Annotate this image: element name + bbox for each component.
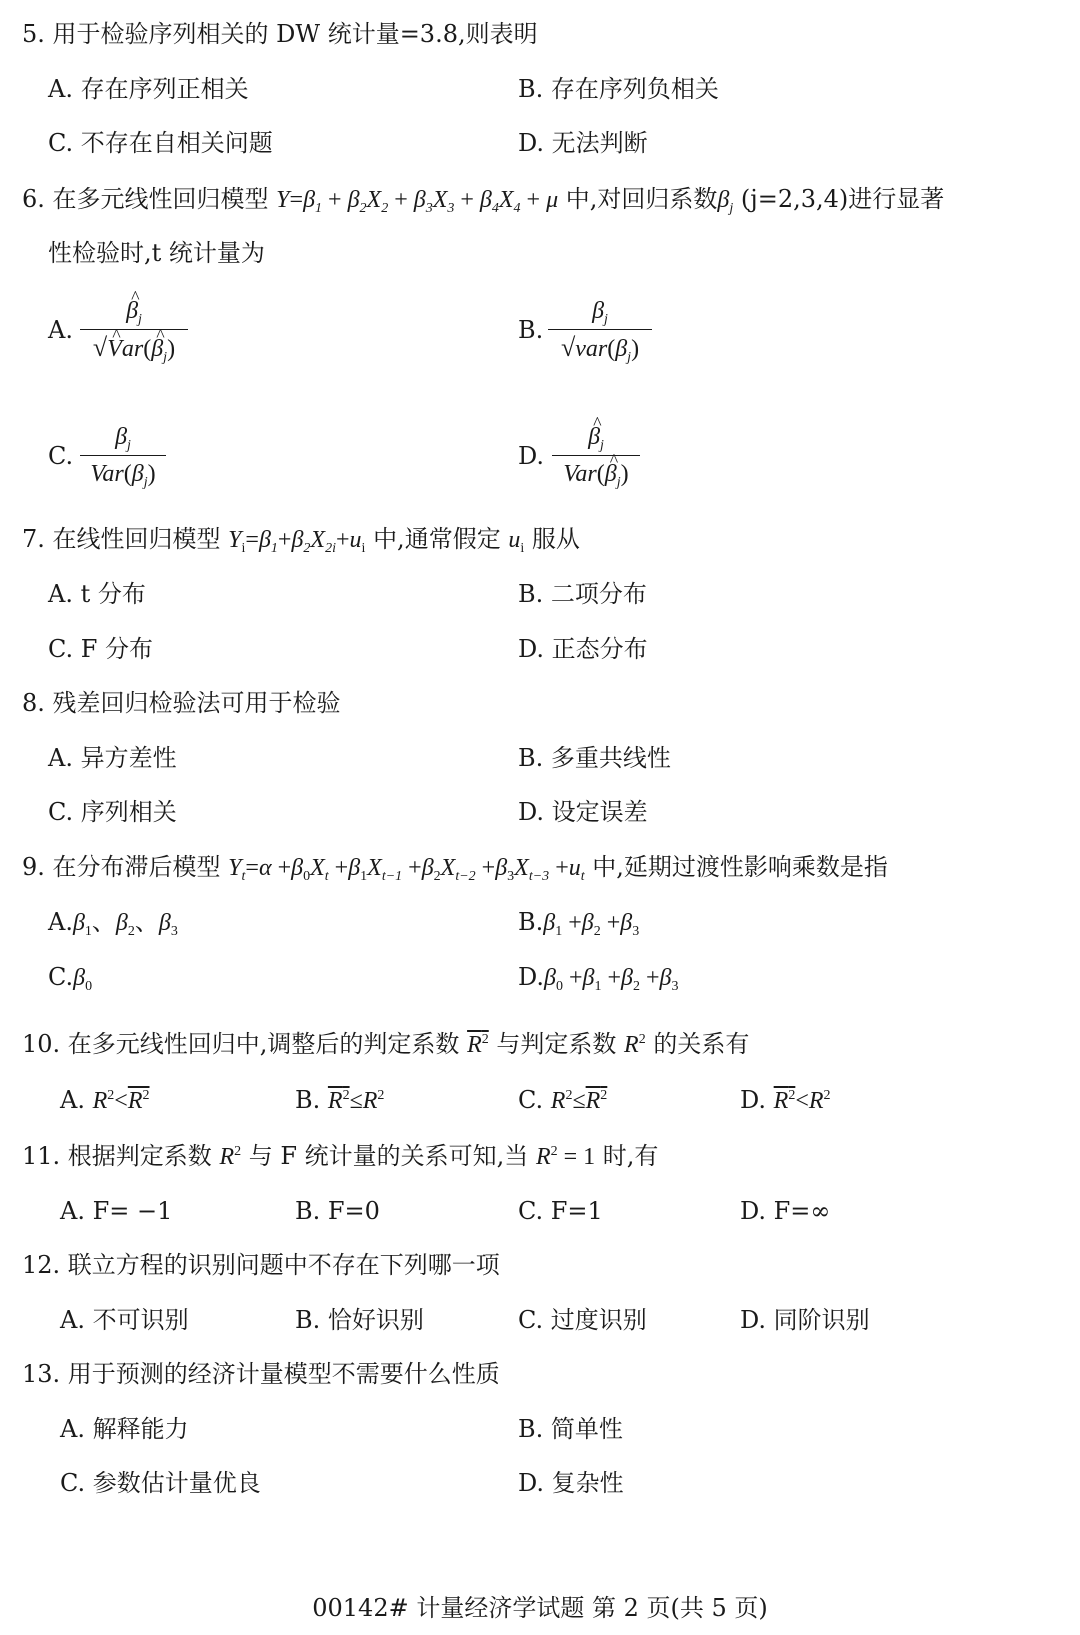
q10-option-c bbox=[518, 1084, 607, 1117]
q13-option-a: A. 解释能力 bbox=[60, 1415, 189, 1443]
q11-stem-prefix: 11. 根据判定系数 bbox=[22, 1142, 212, 1170]
q12-stem: 12. 联立方程的识别问题中不存在下列哪一项 bbox=[22, 1251, 500, 1279]
q10-option-a-label: A. bbox=[60, 1086, 85, 1114]
q7-option-d: D. 正态分布 bbox=[518, 635, 648, 663]
q11-option-b: B. F=0 bbox=[295, 1197, 380, 1225]
q13-stem: 13. 用于预测的经济计量模型不需要什么性质 bbox=[22, 1360, 500, 1388]
q13-option-b: B. 简单性 bbox=[518, 1415, 623, 1443]
q7-option-c: C. F 分布 bbox=[48, 635, 154, 663]
q11-condition: $R^2 = 1$ bbox=[535, 1144, 596, 1170]
q6-stem-suffix: (j=2,3,4)进行显著 bbox=[740, 185, 945, 213]
q6-stem bbox=[22, 183, 944, 216]
q10-stem-prefix: 10. 在多元线性回归中,调整后的判定系数 bbox=[22, 1030, 460, 1058]
q9-stem-prefix: 9. 在分布滞后模型 bbox=[22, 853, 221, 881]
q9-option-d-formula: $\beta_0 +\beta_1 +\beta_2 +\beta_3$ bbox=[544, 965, 679, 994]
q6-option-c-formula: $\beta_j$ $Var(\beta_j)$ bbox=[80, 422, 166, 489]
q11-option-d: D. F=∞ bbox=[740, 1197, 831, 1225]
q7-error-term: $u_i$ bbox=[508, 527, 525, 556]
q6-model-equation: $Y=\beta_1 + \beta_2X_2 + \beta_3X_3 + \beta_4X_4 + \mu$ bbox=[276, 187, 559, 216]
q6-option-a-formula: ^ $\beta_j$ √^ Var(^ $\beta_j$) bbox=[80, 296, 188, 364]
q10-option-d-label: D. bbox=[740, 1086, 767, 1114]
q6-option-d-formula: ^ $\beta_j$ Var(^ $\beta_j$) bbox=[552, 422, 640, 489]
q9-model-equation: $Y_t=\alpha +\beta_0X_t +\beta_1X_{t-1} +\beta_2X_{t-2} +\beta_3X_{t-3} +u_t$ bbox=[228, 855, 585, 884]
q5-stem: 5. 用于检验序列相关的 DW 统计量=3.8,则表明 bbox=[22, 20, 538, 48]
q9-option-b-formula: $\beta_1 +\beta_2 +\beta_3$ bbox=[543, 910, 640, 939]
q9-option-d-label: D. bbox=[518, 963, 545, 991]
q7-stem-prefix: 7. 在线性回归模型 bbox=[22, 525, 221, 553]
q9-option-d bbox=[518, 961, 678, 994]
q10-option-b-formula: $R^2\le R^2$ bbox=[327, 1088, 385, 1114]
q10-stem-mid: 与判定系数 bbox=[496, 1030, 617, 1058]
q6-option-c-label: C. bbox=[48, 442, 74, 470]
q13-option-d: D. 复杂性 bbox=[518, 1469, 624, 1497]
q12-option-d: D. 同阶识别 bbox=[740, 1306, 870, 1334]
q7-model-equation: $Y_i=\beta_1+\beta_2X_{2i}+u_i$ bbox=[228, 527, 366, 556]
q9-option-c-label: C. bbox=[48, 963, 74, 991]
q10-option-d-formula: $R^2<R^2$ bbox=[773, 1088, 831, 1114]
q8-option-c: C. 序列相关 bbox=[48, 798, 177, 826]
q7-stem-mid: 中,通常假定 bbox=[373, 525, 501, 553]
q7-stem-suffix: 服从 bbox=[531, 525, 580, 553]
q9-option-a-label: A. bbox=[48, 908, 73, 936]
q9-stem-suffix: 中,延期过渡性影响乘数是指 bbox=[592, 853, 888, 881]
q10-option-c-formula: $R^2\le R^2$ bbox=[550, 1088, 608, 1114]
q5-option-d: D. 无法判断 bbox=[518, 129, 648, 157]
q9-option-c-formula: $\beta_0$ bbox=[73, 965, 93, 994]
q5-option-c: C. 不存在自相关问题 bbox=[48, 129, 273, 157]
q7-option-b: B. 二项分布 bbox=[518, 580, 647, 608]
q9-option-a-formula: $\beta_1$、$\beta_2$、$\beta_3$ bbox=[72, 910, 178, 939]
q8-option-d: D. 设定误差 bbox=[518, 798, 648, 826]
q10-stem-suffix: 的关系有 bbox=[653, 1030, 750, 1058]
q12-option-c: C. 过度识别 bbox=[518, 1306, 647, 1334]
q9-option-a bbox=[48, 906, 178, 939]
q12-option-a: A. 不可识别 bbox=[60, 1306, 189, 1334]
q10-option-b-label: B. bbox=[295, 1086, 321, 1114]
q11-stem bbox=[22, 1140, 658, 1173]
q9-stem bbox=[22, 851, 888, 884]
q9-option-b-label: B. bbox=[518, 908, 544, 936]
page-footer: 00142# 计量经济学试题 第 2 页(共 5 页) bbox=[312, 1594, 768, 1622]
q8-stem: 8. 残差回归检验法可用于检验 bbox=[22, 689, 341, 717]
q7-stem bbox=[22, 523, 580, 556]
q11-r2: $R^2$ bbox=[219, 1144, 242, 1170]
q6-option-d-label: D. bbox=[518, 442, 545, 470]
q10-option-a-formula: $R^2<R^2$ bbox=[92, 1088, 150, 1114]
q10-r2: $R^2$ bbox=[624, 1032, 646, 1058]
q10-option-a bbox=[60, 1084, 150, 1117]
q6-option-a-label: A. bbox=[48, 316, 73, 344]
q11-stem-suffix: 时,有 bbox=[602, 1142, 659, 1170]
q5-option-a: A. 存在序列正相关 bbox=[48, 75, 249, 103]
q6-stem-mid: 中,对回归系数 bbox=[565, 185, 718, 213]
q10-adjusted-r2: $R^2$ bbox=[467, 1032, 489, 1058]
q6-stem-prefix: 6. 在多元线性回归模型 bbox=[22, 185, 269, 213]
q10-option-b bbox=[295, 1084, 384, 1117]
q6-beta-j: $\beta_j$ bbox=[717, 187, 734, 216]
q11-stem-mid: 与 F 统计量的关系可知,当 bbox=[248, 1142, 529, 1170]
q9-option-b bbox=[518, 906, 639, 939]
q11-option-c: C. F=1 bbox=[518, 1197, 603, 1225]
q10-stem bbox=[22, 1028, 749, 1061]
q12-option-b: B. 恰好识别 bbox=[295, 1306, 424, 1334]
q10-option-d bbox=[740, 1084, 831, 1117]
q13-option-c: C. 参数估计量优良 bbox=[60, 1469, 261, 1497]
q6-option-b-label: B. bbox=[518, 316, 544, 344]
q11-option-a: A. F= −1 bbox=[60, 1197, 173, 1225]
q9-option-c bbox=[48, 961, 92, 994]
q7-option-a: A. t 分布 bbox=[48, 580, 146, 608]
q6-stem-line2: 性检验时,t 统计量为 bbox=[48, 239, 265, 267]
q5-option-b: B. 存在序列负相关 bbox=[518, 75, 719, 103]
q8-option-b: B. 多重共线性 bbox=[518, 744, 671, 772]
q10-option-c-label: C. bbox=[518, 1086, 544, 1114]
q6-option-b-formula: $\beta_j$ $√var(\beta_j)$ bbox=[548, 296, 652, 364]
q8-option-a: A. 异方差性 bbox=[48, 744, 177, 772]
